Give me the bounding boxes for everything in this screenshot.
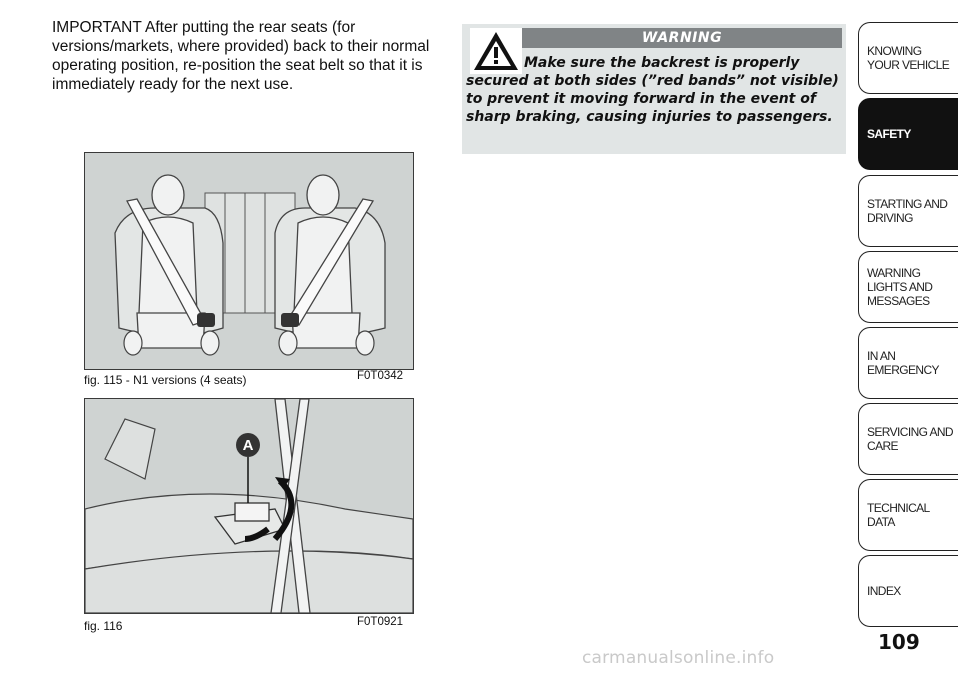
warning-box [462, 24, 846, 154]
tab-knowing-your-vehicle[interactable]: KNOWING YOUR VEHICLE [858, 22, 958, 94]
figure-115-seats [84, 152, 414, 370]
warning-title: WARNING [522, 28, 842, 48]
tab-technical-data[interactable]: TECHNICAL DATA [858, 479, 958, 551]
figure-116-seat-belt [84, 398, 414, 614]
tab-warning-lights[interactable]: WARNING LIGHTS AND MESSAGES [858, 251, 958, 323]
seats-illustration [85, 153, 413, 369]
tab-in-an-emergency[interactable]: IN AN EMERGENCY [858, 327, 958, 399]
watermark: carmanualsonline.info [582, 648, 775, 668]
callout-a-label: A [242, 437, 254, 454]
important-paragraph: IMPORTANT After putting the rear seats (for versions/markets, where provided) back to their normal operating position, re-position the seat belt so that it is immediately ready for the next use. [52, 19, 430, 93]
warning-text: Make sure the backrest is properly secured at both sides (”red bands” not visible) to prevent it moving forward in the event of sharp braking, causing injuries to passengers. [466, 55, 839, 125]
tab-servicing-and-care[interactable]: SERVICING AND CARE [858, 403, 958, 475]
figure-115-code: F0T0342 [357, 370, 404, 382]
tab-index[interactable]: INDEX [858, 555, 958, 627]
tab-safety[interactable]: SAFETY [858, 98, 958, 170]
figure-116-caption: fig. 116 [84, 619, 123, 633]
page-number: 109 [878, 630, 920, 654]
figure-116-code: F0T0921 [357, 616, 404, 628]
belt-illustration [85, 399, 413, 613]
figure-115-caption: fig. 115 - N1 versions (4 seats) [84, 373, 247, 387]
tab-starting-and-driving[interactable]: STARTING AND DRIVING [858, 175, 958, 247]
